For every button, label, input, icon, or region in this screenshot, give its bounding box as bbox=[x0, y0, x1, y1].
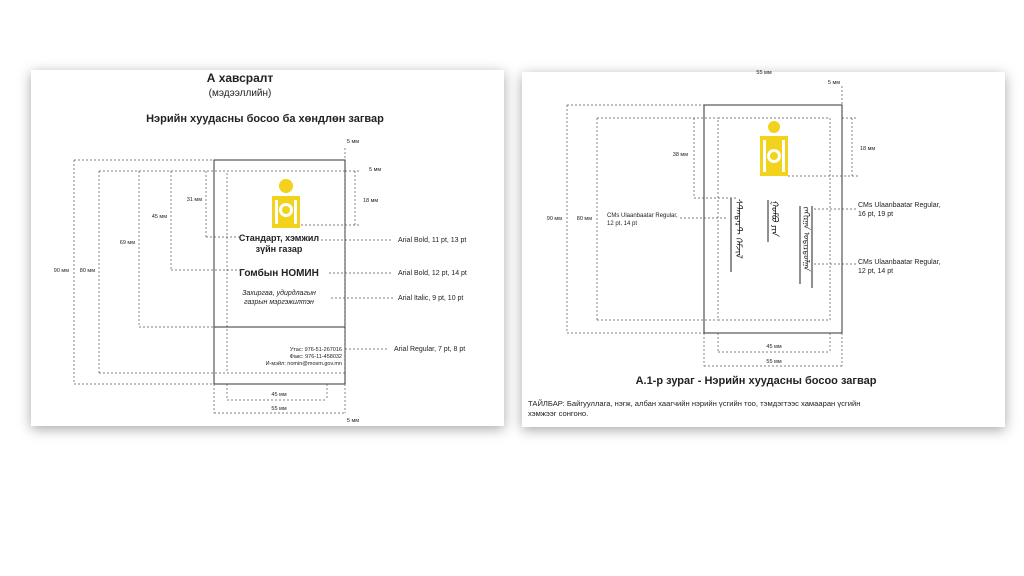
dim-top-inner: 5 мм bbox=[369, 167, 382, 173]
dim-width-inner: 45 мм bbox=[766, 344, 782, 350]
svg-text:ᠭᠣᠮᠪᠣ ᠶᠢᠨ: ᠭᠣᠮᠪᠣ ᠶᠢᠨ bbox=[769, 200, 779, 236]
card-department: Стандарт, хэмжил bbox=[238, 233, 320, 243]
left-diagram bbox=[31, 70, 504, 426]
soyombo-emblem-icon bbox=[272, 179, 300, 228]
dim-bottom-margin: 5 мм bbox=[346, 418, 360, 424]
right-font-note1-line1: CMs Ulaanbaatar Regular, bbox=[858, 202, 941, 209]
figure-caption: А.1-р зураг - Нэрийн хуудасны босоо загвар bbox=[635, 375, 877, 387]
card-person-name: Гомбын НОМИН bbox=[239, 268, 319, 279]
dim-69: 69 мм bbox=[119, 240, 135, 246]
left-document-panel bbox=[31, 70, 504, 426]
dim-width-inner: 45 мм bbox=[271, 392, 287, 398]
dim-width-outer: 55 мм bbox=[766, 359, 782, 365]
dim-top-margin: 5 мм bbox=[827, 80, 841, 86]
note-line2: хэмжээг сонгоно. bbox=[528, 409, 589, 418]
svg-text:ᠵᠠᠬᠢᠷᠭ᠋ᠠ ᠤᠳᠢᠷᠳᠤᠯᠭ᠋ᠠ: ᠵᠠᠬᠢᠷᠭ᠋ᠠ ᠤᠳᠢᠷᠳᠤᠯᠭ᠋ᠠ bbox=[802, 206, 811, 271]
card-department-line2: зүйн газар bbox=[255, 244, 303, 254]
right-font-note2-line2: 12 pt, 14 pt bbox=[858, 268, 894, 275]
soyombo-emblem-icon bbox=[760, 121, 788, 176]
font-annotation-3: Arial Italic, 9 pt, 10 pt bbox=[398, 295, 464, 302]
card-fax: Факс: 976-11-458032 bbox=[289, 354, 342, 360]
dim-80: 80 мм bbox=[576, 216, 592, 222]
dim-top-cut: 55 мм bbox=[756, 70, 772, 76]
right-font-note2-line1: CMs Ulaanbaatar Regular, bbox=[858, 259, 941, 266]
vertical-script-text bbox=[731, 198, 812, 288]
font-annotation-2: Arial Bold, 12 pt, 14 pt bbox=[398, 270, 467, 277]
card-position-line1: Захиргаа, удирдлагын bbox=[242, 290, 316, 297]
dim-emblem-height: 18 мм bbox=[860, 146, 876, 152]
appendix-subtitle: (мэдээллийн) bbox=[208, 88, 272, 99]
left-font-note-line1: CMs Ulaanbaatar Regular, bbox=[607, 213, 678, 219]
dim-top-margin: 5 мм bbox=[346, 139, 360, 145]
note-line1: ТАЙЛБАР: Байгууллага, нэгж, албан хаагчийн нэрийн үсгийн тоо, тэмдэгтээс хамааран үсгийн bbox=[528, 399, 861, 408]
svg-text:ᠰᠲ᠋ᠠᠨᠳᠠᠷᠲ ᠬᠡᠮᠵᠢᠯ: ᠰᠲ᠋ᠠᠨᠳᠠᠷᠲ ᠬᠡᠮᠵᠢᠯ bbox=[733, 198, 743, 258]
card-position-line2: газрын мэргэжилтэн bbox=[244, 299, 314, 306]
card-email: И-мэйл: nomin@mosm.gov.mn bbox=[265, 361, 342, 367]
dim-31: 31 мм bbox=[186, 197, 202, 203]
dim-80: 80 мм bbox=[79, 268, 95, 274]
section-heading: Нэрийн хуудасны босоо ба хөндлөн загвар bbox=[146, 113, 384, 125]
font-annotation-4: Arial Regular, 7 pt, 8 pt bbox=[394, 346, 466, 353]
card-phone: Утас: 976-51-267016 bbox=[289, 347, 342, 353]
right-diagram bbox=[522, 72, 1005, 427]
left-font-note-line2: 12 pt, 14 pt bbox=[607, 221, 638, 227]
right-document-panel bbox=[522, 72, 1005, 427]
appendix-title: А хавсралт bbox=[206, 71, 274, 85]
font-annotation-1: Arial Bold, 11 pt, 13 pt bbox=[398, 237, 467, 244]
right-font-note1-line2: 16 pt, 19 pt bbox=[858, 211, 894, 218]
dim-45: 45 мм bbox=[151, 214, 167, 220]
dim-38: 38 мм bbox=[672, 152, 688, 158]
dim-90: 90 мм bbox=[53, 268, 69, 274]
dim-90: 90 мм bbox=[546, 216, 562, 222]
dim-emblem-height: 18 мм bbox=[363, 198, 379, 204]
dim-width-outer: 55 мм bbox=[271, 406, 287, 412]
